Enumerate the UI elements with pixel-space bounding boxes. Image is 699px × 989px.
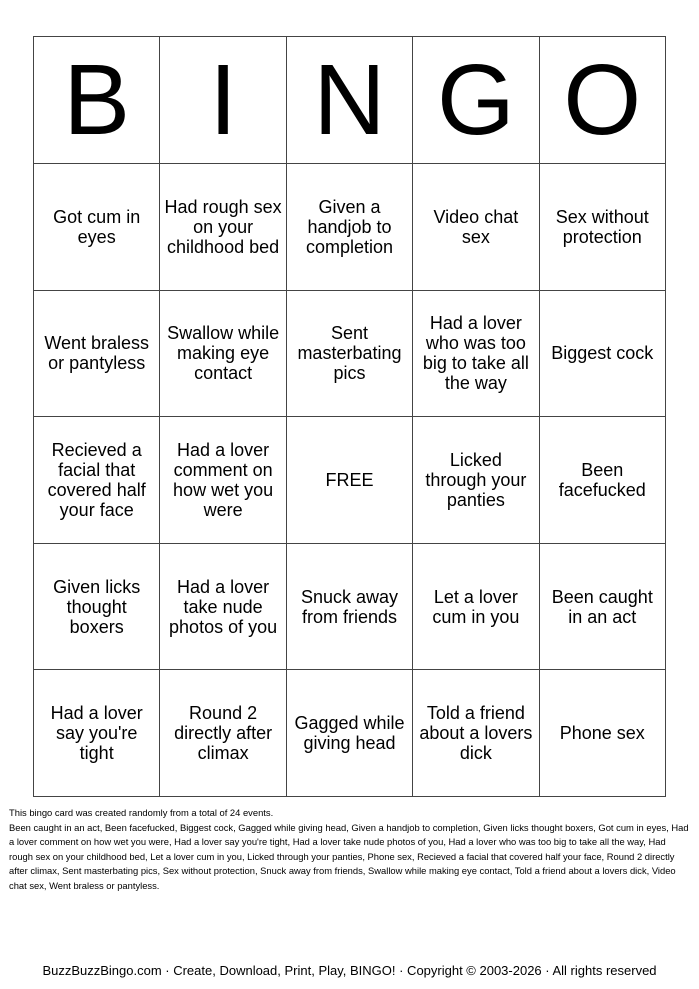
bingo-cell: Went braless or pantyless xyxy=(34,290,160,417)
card-info-event-list: Been caught in an act, Been facefucked, Biggest cock, Gagged while giving head, Given a handjob to completion, Given licks thought boxers, Got cum in eyes, Had a lover comment on how wet you were, Had a lover say you're tight, Had a lover take nude photos of you, Had a lover who was too big to take all the way, Had rough sex on your childhood bed, Let a lover cum in you, Licked through your panties, Phone sex, Recieved a facial that covered half your face, Round 2 directly after climax, Sent masterbating pics, Sex without protection, Snuck away from friends, Swallow while making eye contact, Told a friend about a lovers dick, Video chat sex, Went braless or pantyless. xyxy=(9,821,689,891)
bingo-free-cell: FREE xyxy=(286,417,412,544)
bingo-cell: Let a lover cum in you xyxy=(413,543,539,670)
bingo-row xyxy=(34,670,666,797)
bingo-cell: Had a lover say you're tight xyxy=(34,670,160,797)
bingo-cell: Sex without protection xyxy=(539,164,665,291)
card-info xyxy=(9,806,690,893)
bingo-cell: Snuck away from friends xyxy=(286,543,412,670)
header-letter-n: N xyxy=(286,37,412,164)
bingo-row xyxy=(34,290,666,417)
bingo-cell: Had a lover take nude photos of you xyxy=(160,543,286,670)
bingo-cell: Round 2 directly after climax xyxy=(160,670,286,797)
bingo-header-row xyxy=(34,37,666,164)
bingo-cell: Biggest cock xyxy=(539,290,665,417)
header-letter-b: B xyxy=(34,37,160,164)
bingo-cell: Had rough sex on your childhood bed xyxy=(160,164,286,291)
bingo-cell: Recieved a facial that covered half your face xyxy=(34,417,160,544)
bingo-cell: Swallow while making eye contact xyxy=(160,290,286,417)
bingo-row xyxy=(34,164,666,291)
header-letter-o: O xyxy=(539,37,665,164)
bingo-cell: Had a lover comment on how wet you were xyxy=(160,417,286,544)
bingo-cell: Phone sex xyxy=(539,670,665,797)
bingo-row xyxy=(34,543,666,670)
bingo-cell: Been caught in an act xyxy=(539,543,665,670)
bingo-cell: Had a lover who was too big to take all the way xyxy=(413,290,539,417)
bingo-cell: Licked through your panties xyxy=(413,417,539,544)
bingo-cell: Sent masterbating pics xyxy=(286,290,412,417)
header-letter-i: I xyxy=(160,37,286,164)
bingo-cell: Gagged while giving head xyxy=(286,670,412,797)
bingo-cell: Got cum in eyes xyxy=(34,164,160,291)
bingo-card xyxy=(33,36,666,797)
bingo-cell: Given licks thought boxers xyxy=(34,543,160,670)
bingo-cell: Told a friend about a lovers dick xyxy=(413,670,539,797)
card-info-intro: This bingo card was created randomly from a total of 24 events. xyxy=(9,807,274,818)
header-letter-g: G xyxy=(413,37,539,164)
bingo-cell: Been facefucked xyxy=(539,417,665,544)
bingo-cell: Video chat sex xyxy=(413,164,539,291)
page-footer: BuzzBuzzBingo.com · Create, Download, Print, Play, BINGO! · Copyright © 2003-2026 · All rights reserved xyxy=(42,963,657,978)
bingo-row xyxy=(34,417,666,544)
bingo-cell: Given a handjob to completion xyxy=(286,164,412,291)
